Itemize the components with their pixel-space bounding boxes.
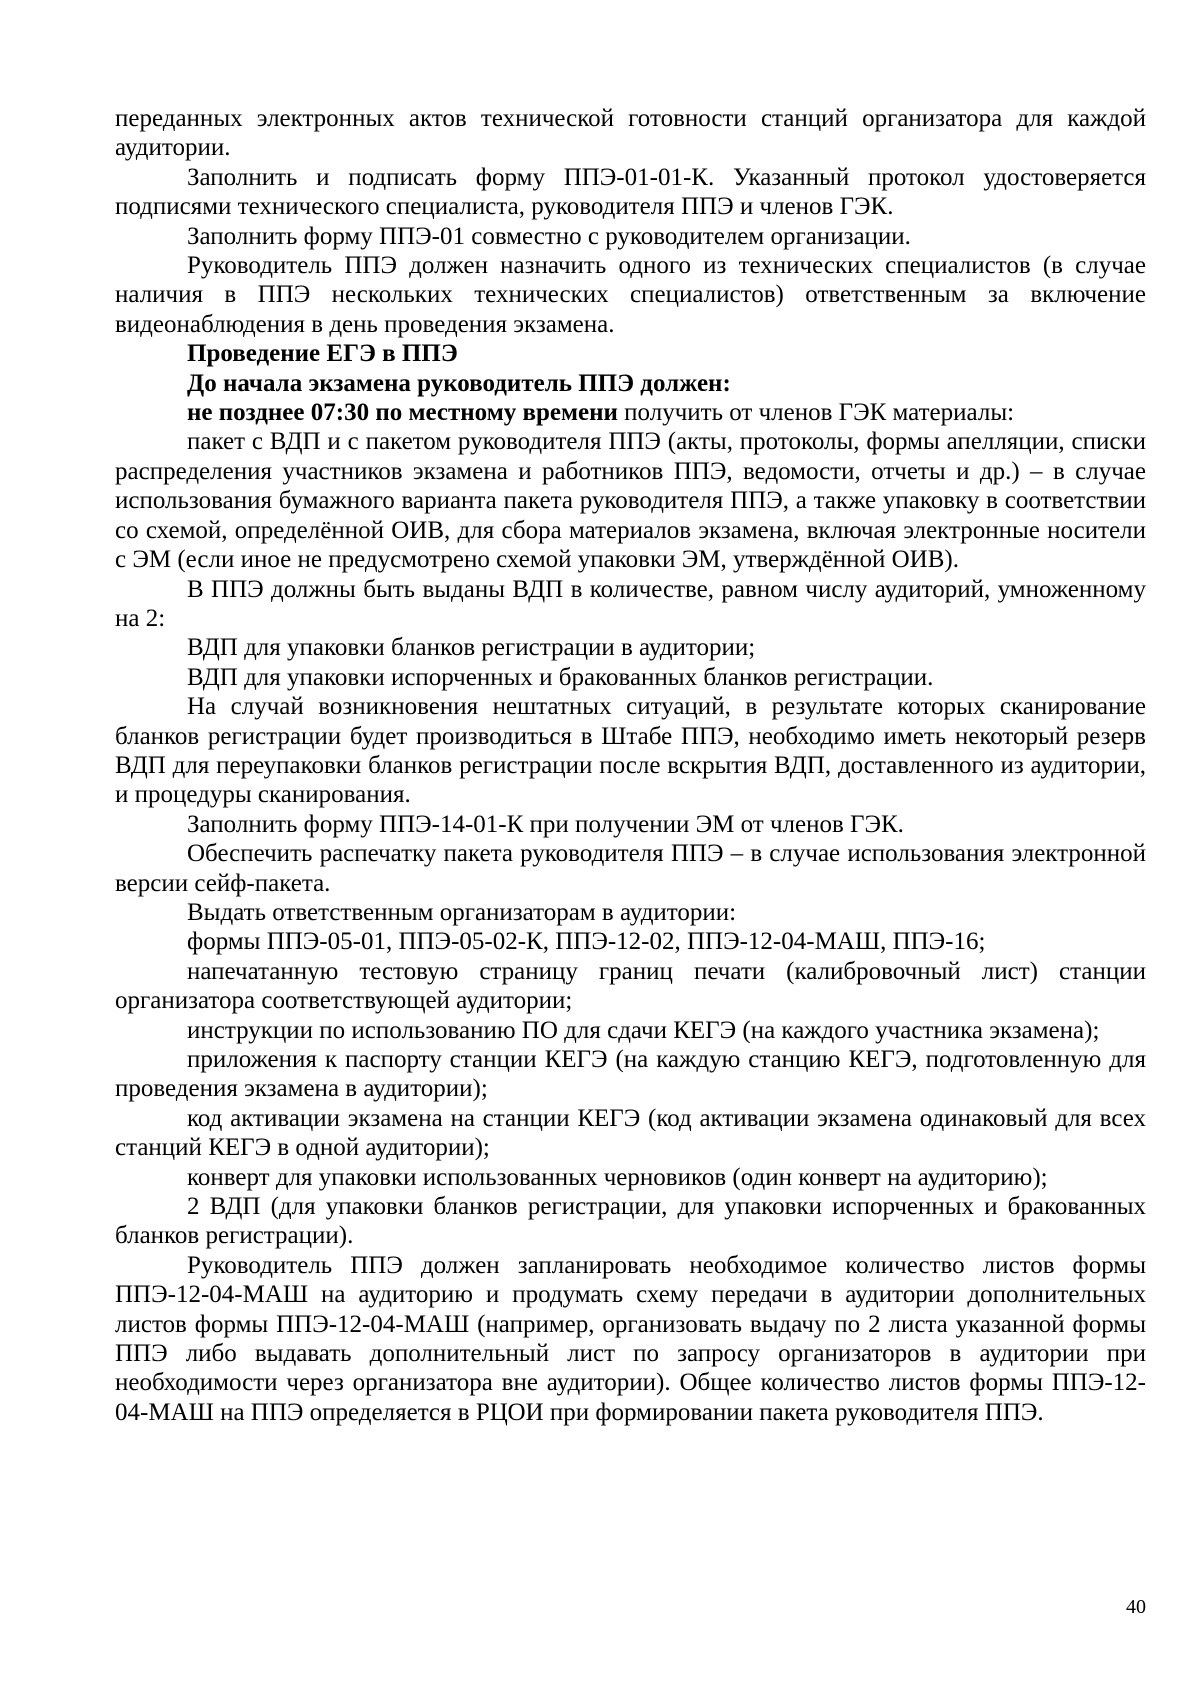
list-item-test-page: напечатанную тестовую страницу границ печати (калибровочный лист) станции организатора соответствующей аудитории; bbox=[115, 957, 1146, 1015]
deadline-rest: получить от членов ГЭК материалы: bbox=[617, 399, 1015, 427]
paragraph-plan-sheets: Руководитель ППЭ должен запланировать необходимое количество листов формы ППЭ-12-04-МАШ на аудиторию и продумать схему передачи в аудитории дополнительных листов формы ППЭ-12-04-МАШ (например, организовать выдачу по 2 листа указанной формы ППЭ либо выдавать дополнительный лист по запросу организаторов в аудитории при необходимости через организатора вне аудитории). Общее количество листов формы ППЭ-12-04-МАШ на ППЭ определяется в РЦОИ при формировании пакета руководителя ППЭ. bbox=[115, 1251, 1146, 1426]
list-item-passport-appendix: приложения к паспорту станции КЕГЭ (на каждую станцию КЕГЭ, подготовленную для проведения экзамена в аудитории); bbox=[115, 1046, 1146, 1103]
list-item-instructions: инструкции по использованию ПО для сдачи КЕГЭ (на каждого участника экзамена); bbox=[187, 1016, 1100, 1044]
list-item-forms: формы ППЭ-05-01, ППЭ-05-02-К, ППЭ-12-02, ППЭ-12-04-МАШ, ППЭ-16; bbox=[187, 928, 986, 956]
page-number: 40 bbox=[1126, 1596, 1146, 1618]
paragraph-fill-form-ppe-14-01-k: Заполнить форму ППЭ-14-01-К при получении ЭМ от членов ГЭК. bbox=[187, 810, 904, 838]
list-item-envelope: конверт для упаковки использованных черновиков (один конверт на аудиторию); bbox=[187, 1163, 1048, 1191]
paragraph-issue-to-organizers: Выдать ответственным организаторам в аудитории: bbox=[187, 898, 737, 926]
list-item-vdp-registration: ВДП для упаковки бланков регистрации в аудитории; bbox=[187, 634, 756, 662]
paragraph-package: пакет с ВДП и с пакетом руководителя ППЭ (акты, протоколы, формы апелляции, списки распределения участников экзамена и работников ППЭ, ведомости, отчеты и др.) – в случае использования бумажного варианта пакета руководителя ППЭ, а также упаковку в соответствии со схемой, определённой ОИВ, для сбора материалов экзамена, включая электронные носители с ЭМ (если иное не предусмотрено схемой упаковки ЭМ, утверждённой ОИВ). bbox=[115, 428, 1146, 574]
subsection-heading: До начала экзамена руководитель ППЭ должен: bbox=[187, 369, 731, 397]
paragraph-print-package: Обеспечить распечатку пакета руководителя ППЭ – в случае использования электронной версии сейф-пакета. bbox=[115, 840, 1146, 897]
paragraph-video-surveillance: Руководитель ППЭ должен назначить одного из технических специалистов (в случае наличия в ППЭ нескольких технических специалистов) ответственным за включение видеонаблюдения в день проведения экзамена. bbox=[115, 252, 1146, 338]
list-item-activation-code: код активации экзамена на станции КЕГЭ (код активации экзамена одинаковый для всех станций КЕГЭ в одной аудитории); bbox=[115, 1104, 1146, 1162]
list-item-two-vdp: 2 ВДП (для упаковки бланков регистрации, для упаковки испорченных и бракованных бланков регистрации). bbox=[115, 1193, 1146, 1250]
paragraph-emergency-reserve: На случай возникновения нештатных ситуаций, в результате которых сканирование бланков регистрации будет производиться в Штабе ППЭ, необходимо иметь некоторый резерв ВДП для переупаковки бланков регистрации после вскрытия ВДП, доставленного из аудитории, и процедуры сканирования. bbox=[115, 693, 1146, 809]
paragraph-fill-form-ppe-01: Заполнить форму ППЭ-01 совместно с руководителем организации. bbox=[187, 222, 911, 250]
paragraph-continuation: переданных электронных актов технической готовности станций организатора для каждой аудитории. bbox=[115, 105, 1146, 162]
paragraph-fill-form-ppe-01-01-k: Заполнить и подписать форму ППЭ-01-01-К. Указанный протокол удостоверяется подписями технического специалиста, руководителя ППЭ и членов ГЭК. bbox=[115, 163, 1146, 221]
paragraph-deadline bbox=[115, 398, 1146, 427]
section-heading: Проведение ЕГЭ в ППЭ bbox=[187, 340, 458, 368]
deadline-emphasis: не позднее 07:30 по местному времени bbox=[187, 399, 618, 427]
paragraph-vdp-count: В ППЭ должны быть выданы ВДП в количестве, равном числу аудиторий, умноженному на 2: bbox=[115, 575, 1146, 632]
list-item-vdp-damaged: ВДП для упаковки испорченных и бракованных бланков регистрации. bbox=[187, 663, 934, 691]
document-page bbox=[115, 104, 1146, 1427]
